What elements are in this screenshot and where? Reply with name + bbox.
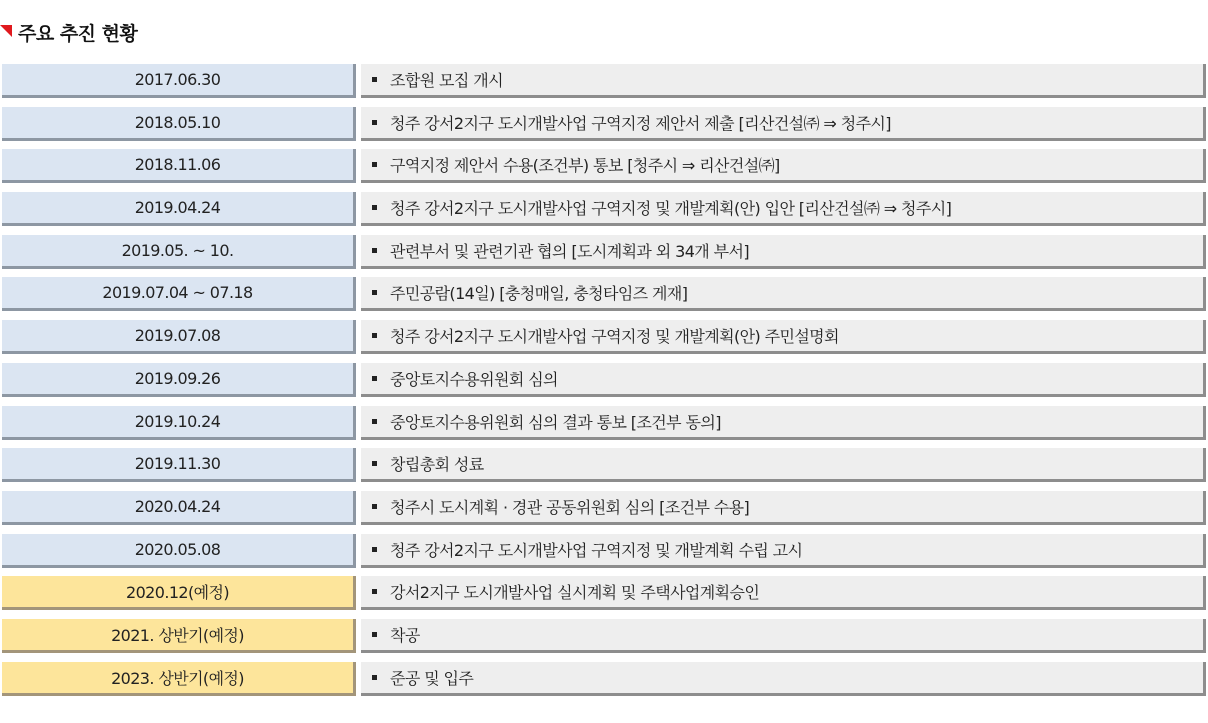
row-date: 2018.05.10 — [2, 107, 356, 141]
table-row — [0, 235, 1208, 270]
row-text: 구역지정 제안서 수용(조건부) 통보 [청주시 ⇒ 리산건설㈜] — [390, 156, 780, 176]
bullet-icon — [372, 120, 377, 125]
row-text: 청주 강서2지구 도시개발사업 구역지정 및 개발계획 수립 고시 — [390, 540, 803, 560]
row-description — [361, 235, 1206, 269]
row-date: 2019.04.24 — [2, 192, 356, 226]
bullet-icon — [372, 333, 377, 338]
row-description — [361, 406, 1206, 440]
bullet-icon — [372, 162, 377, 167]
section-title — [0, 17, 137, 47]
row-text: 관련부서 및 관련기관 협의 [도시계획과 외 34개 부서] — [390, 241, 749, 261]
row-date: 2021. 상반기(예정) — [2, 619, 356, 653]
table-row — [0, 363, 1208, 398]
page-title: 주요 추진 현황 — [18, 22, 138, 45]
bullet-icon — [372, 675, 377, 680]
row-date: 2020.12(예정) — [2, 576, 356, 610]
row-description — [361, 534, 1206, 568]
bullet-icon — [372, 461, 377, 466]
row-text: 강서2지구 도시개발사업 실시계획 및 주택사업계획승인 — [390, 583, 760, 603]
bullet-icon — [372, 589, 377, 594]
table-row — [0, 662, 1208, 697]
row-date: 2020.04.24 — [2, 491, 356, 525]
bullet-icon — [372, 376, 377, 381]
row-date: 2019.07.04 ~ 07.18 — [2, 277, 356, 311]
row-description — [361, 107, 1206, 141]
row-description — [361, 619, 1206, 653]
table-row — [0, 320, 1208, 355]
row-description — [361, 363, 1206, 397]
row-description — [361, 64, 1206, 98]
row-text: 청주 강서2지구 도시개발사업 구역지정 및 개발계획(안) 입안 [리산건설㈜ ⇒ 청주시] — [390, 199, 952, 219]
progress-table — [0, 64, 1208, 704]
bullet-icon — [372, 547, 377, 552]
row-date: 2019.11.30 — [2, 448, 356, 482]
row-date: 2023. 상반기(예정) — [2, 662, 356, 696]
row-date: 2019.05. ~ 10. — [2, 235, 356, 269]
table-row — [0, 491, 1208, 526]
row-text: 창립총회 성료 — [390, 455, 484, 475]
table-row — [0, 406, 1208, 441]
row-date: 2020.05.08 — [2, 534, 356, 568]
bullet-icon — [372, 419, 377, 424]
row-description — [361, 448, 1206, 482]
row-description — [361, 277, 1206, 311]
row-text: 중앙토지수용위원회 심의 결과 통보 [조건부 동의] — [390, 412, 721, 432]
row-text: 준공 및 입주 — [390, 668, 474, 688]
row-text: 주민공람(14일) [충청매일, 충청타임즈 게재] — [390, 284, 688, 304]
row-date: 2018.11.06 — [2, 149, 356, 183]
table-row — [0, 619, 1208, 654]
table-row — [0, 192, 1208, 227]
row-text: 중앙토지수용위원회 심의 — [390, 369, 558, 389]
table-row — [0, 149, 1208, 184]
bullet-icon — [372, 504, 377, 509]
row-description — [361, 320, 1206, 354]
bullet-icon — [372, 290, 377, 295]
bullet-icon — [372, 632, 377, 637]
row-date: 2017.06.30 — [2, 64, 356, 98]
row-date: 2019.10.24 — [2, 406, 356, 440]
row-description — [361, 576, 1206, 610]
row-text: 조합원 모집 개시 — [390, 71, 503, 90]
table-row — [0, 448, 1208, 483]
bullet-icon — [372, 248, 377, 253]
row-date: 2019.07.08 — [2, 320, 356, 354]
table-row — [0, 64, 1208, 99]
row-text: 착공 — [390, 625, 420, 645]
row-description — [361, 149, 1206, 183]
row-description — [361, 192, 1206, 226]
row-text: 청주 강서2지구 도시개발사업 구역지정 제안서 제출 [리산건설㈜ ⇒ 청주시] — [390, 113, 891, 133]
table-row — [0, 576, 1208, 611]
table-row — [0, 277, 1208, 312]
row-date: 2019.09.26 — [2, 363, 356, 397]
bullet-icon — [372, 205, 377, 210]
table-row — [0, 107, 1208, 142]
row-text: 청주 강서2지구 도시개발사업 구역지정 및 개발계획(안) 주민설명회 — [390, 327, 839, 347]
table-row — [0, 534, 1208, 569]
bullet-icon — [372, 77, 377, 82]
row-description — [361, 662, 1206, 696]
red-triangle-icon — [0, 25, 12, 37]
row-text: 청주시 도시계획 · 경관 공동위원회 심의 [조건부 수용] — [390, 497, 750, 517]
row-description — [361, 491, 1206, 525]
